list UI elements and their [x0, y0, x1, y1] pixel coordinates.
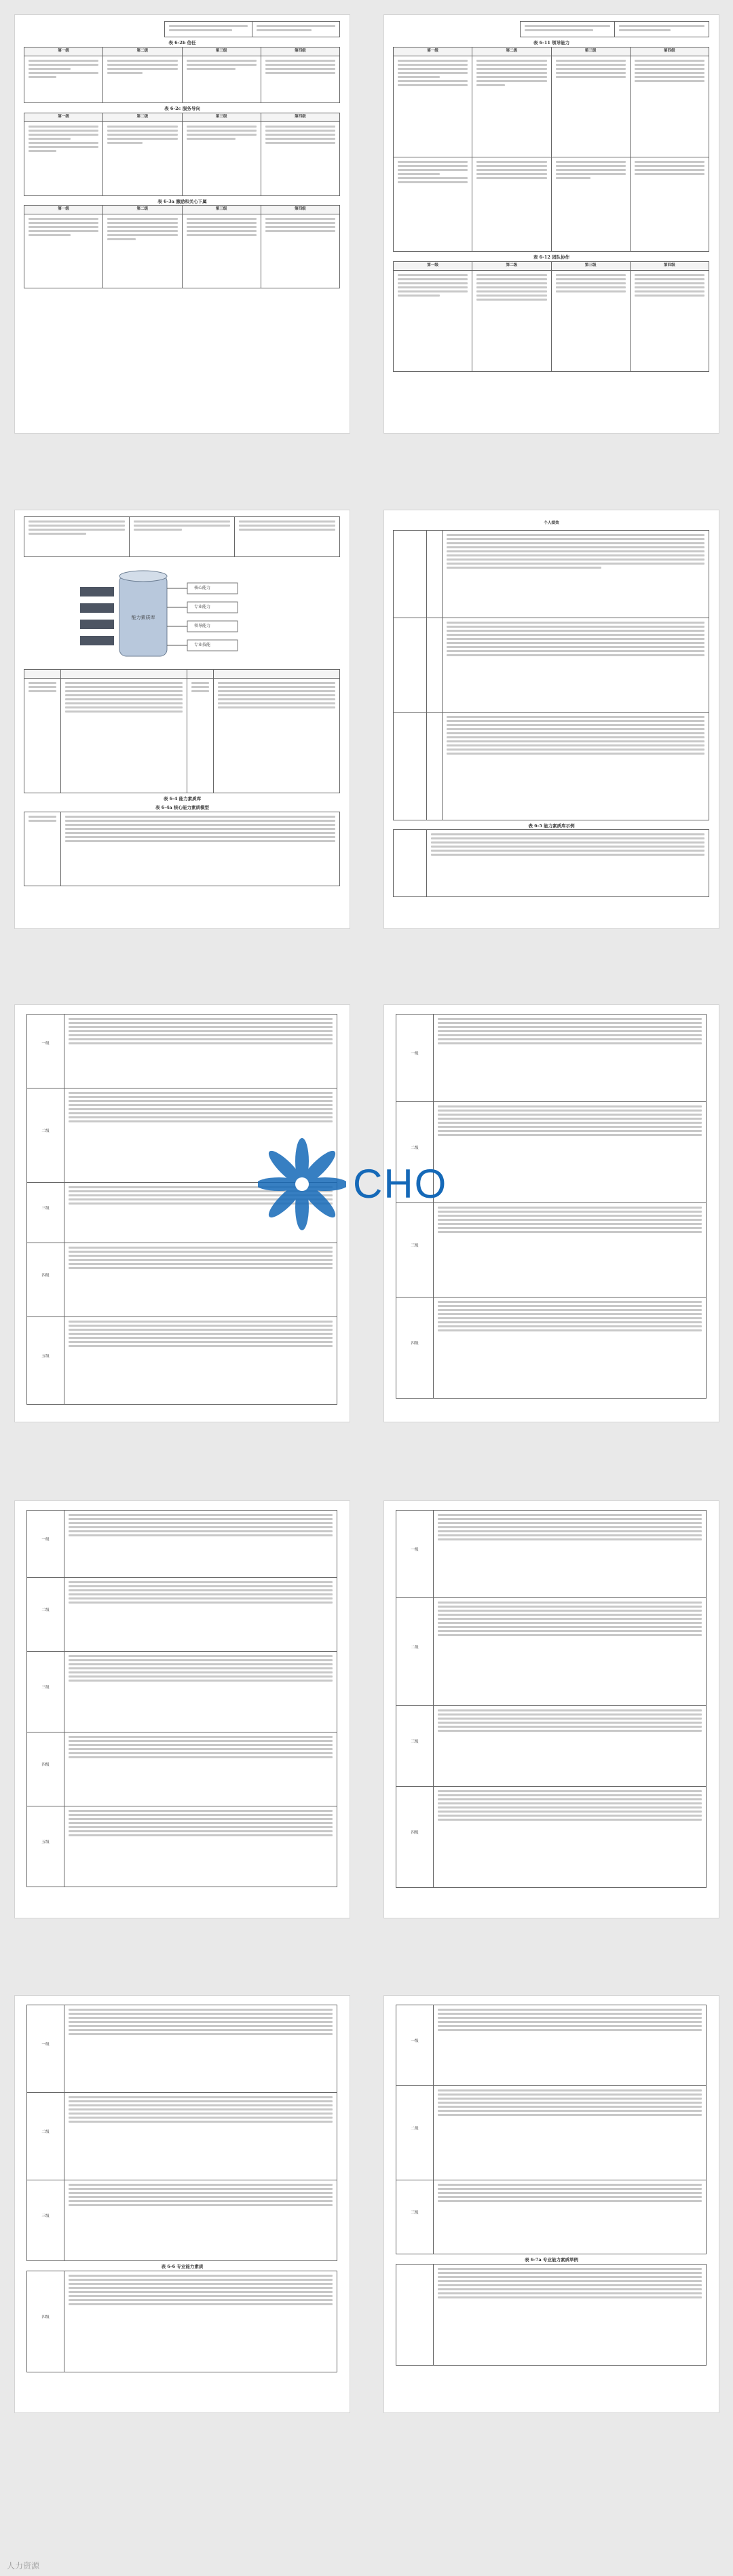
column-header: 第二级 [102, 205, 182, 214]
level-label: 一级 [396, 1510, 434, 1598]
level-label: 一级 [26, 1014, 64, 1088]
level-label: 四级 [26, 2271, 64, 2372]
table-caption: 表 6-4 能力素质库 [163, 796, 202, 801]
column-header: 第一级 [24, 47, 103, 56]
table [15, 15, 350, 295]
level-label: 二级 [26, 2092, 64, 2180]
competency-diagram [24, 561, 340, 670]
column-header: 第二级 [472, 261, 551, 271]
column-header: 第四级 [630, 261, 709, 271]
column-header: 第四级 [261, 205, 340, 214]
document-page [14, 1500, 350, 1918]
diagram-label: 核心能力 [194, 586, 211, 590]
document-page [383, 1004, 719, 1422]
document-page [14, 14, 350, 434]
diagram-label: 专业能力 [194, 605, 211, 609]
column-header: 第一级 [393, 47, 472, 56]
level-label: 五级 [26, 1317, 64, 1405]
document-page [383, 14, 719, 434]
level-label: 三级 [396, 2180, 434, 2254]
table-caption: 表 6-2b 信任 [168, 40, 196, 45]
document-page [14, 510, 350, 929]
column-header: 第三级 [551, 47, 631, 56]
document-page [383, 510, 719, 929]
table-caption: 表 6-3a 激励和关心下属 [157, 198, 207, 204]
table-caption: 表 6-4a 核心能力素质模型 [155, 804, 209, 810]
table-caption: 表 6-11 领导能力 [533, 40, 570, 45]
table-caption: 表 6-7a 专业能力素质举例 [525, 2257, 578, 2262]
document-page [383, 1500, 719, 1918]
table [384, 15, 719, 379]
level-label: 二级 [26, 1577, 64, 1652]
diagram-center-label: 能力素质库 [131, 615, 155, 620]
level-label: 一级 [26, 1510, 64, 1578]
level-label: 三级 [396, 1705, 434, 1787]
column-header: 第二级 [102, 47, 182, 56]
level-label: 二级 [26, 1088, 64, 1183]
level-label: 一级 [396, 1014, 434, 1102]
diagram-label: 领导能力 [194, 624, 211, 628]
column-header: 第二级 [472, 47, 551, 56]
document-page [14, 1995, 350, 2413]
level-label: 二级 [396, 1597, 434, 1706]
column-header: 第二级 [102, 113, 182, 122]
document-page [14, 1004, 350, 1422]
table-caption: 表 6-5 能力素质库示例 [528, 822, 575, 829]
column-header: 第一级 [24, 205, 103, 214]
column-header: 第一级 [24, 113, 103, 122]
level-label: 四级 [26, 1243, 64, 1317]
document-page [383, 1995, 719, 2413]
site-logo: 人力资源 [7, 2561, 40, 2571]
column-header: 第四级 [261, 113, 340, 122]
diagram-label: 专业技能 [194, 643, 211, 647]
level-label: 三级 [26, 1651, 64, 1732]
column-header: 第四级 [261, 47, 340, 56]
column-header: 第四级 [630, 47, 709, 56]
level-label: 三级 [396, 1202, 434, 1298]
level-label: 二级 [396, 2085, 434, 2180]
level-label: 三级 [26, 2180, 64, 2261]
level-label: 五级 [26, 1806, 64, 1887]
section-header: 个人绩效 [544, 521, 559, 525]
level-label: 四级 [396, 1297, 434, 1399]
table-caption: 表 6-6 专业能力素质 [161, 2264, 204, 2269]
table-caption: 表 6-12 团队协作 [533, 254, 570, 260]
column-header: 第三级 [182, 47, 261, 56]
column-header: 第一级 [393, 261, 472, 271]
watermark-text: CHO [353, 1161, 448, 1207]
level-label: 二级 [396, 1101, 434, 1203]
table-caption: 表 6-2c 服务导向 [164, 105, 200, 111]
level-label: 一级 [26, 2005, 64, 2093]
level-label: 三级 [26, 1182, 64, 1243]
level-label: 四级 [396, 1786, 434, 1888]
column-header: 第三级 [182, 205, 261, 214]
column-header: 第三级 [182, 113, 261, 122]
level-label: 一级 [396, 2005, 434, 2086]
level-label: 四级 [26, 1732, 64, 1806]
column-header: 第三级 [551, 261, 631, 271]
